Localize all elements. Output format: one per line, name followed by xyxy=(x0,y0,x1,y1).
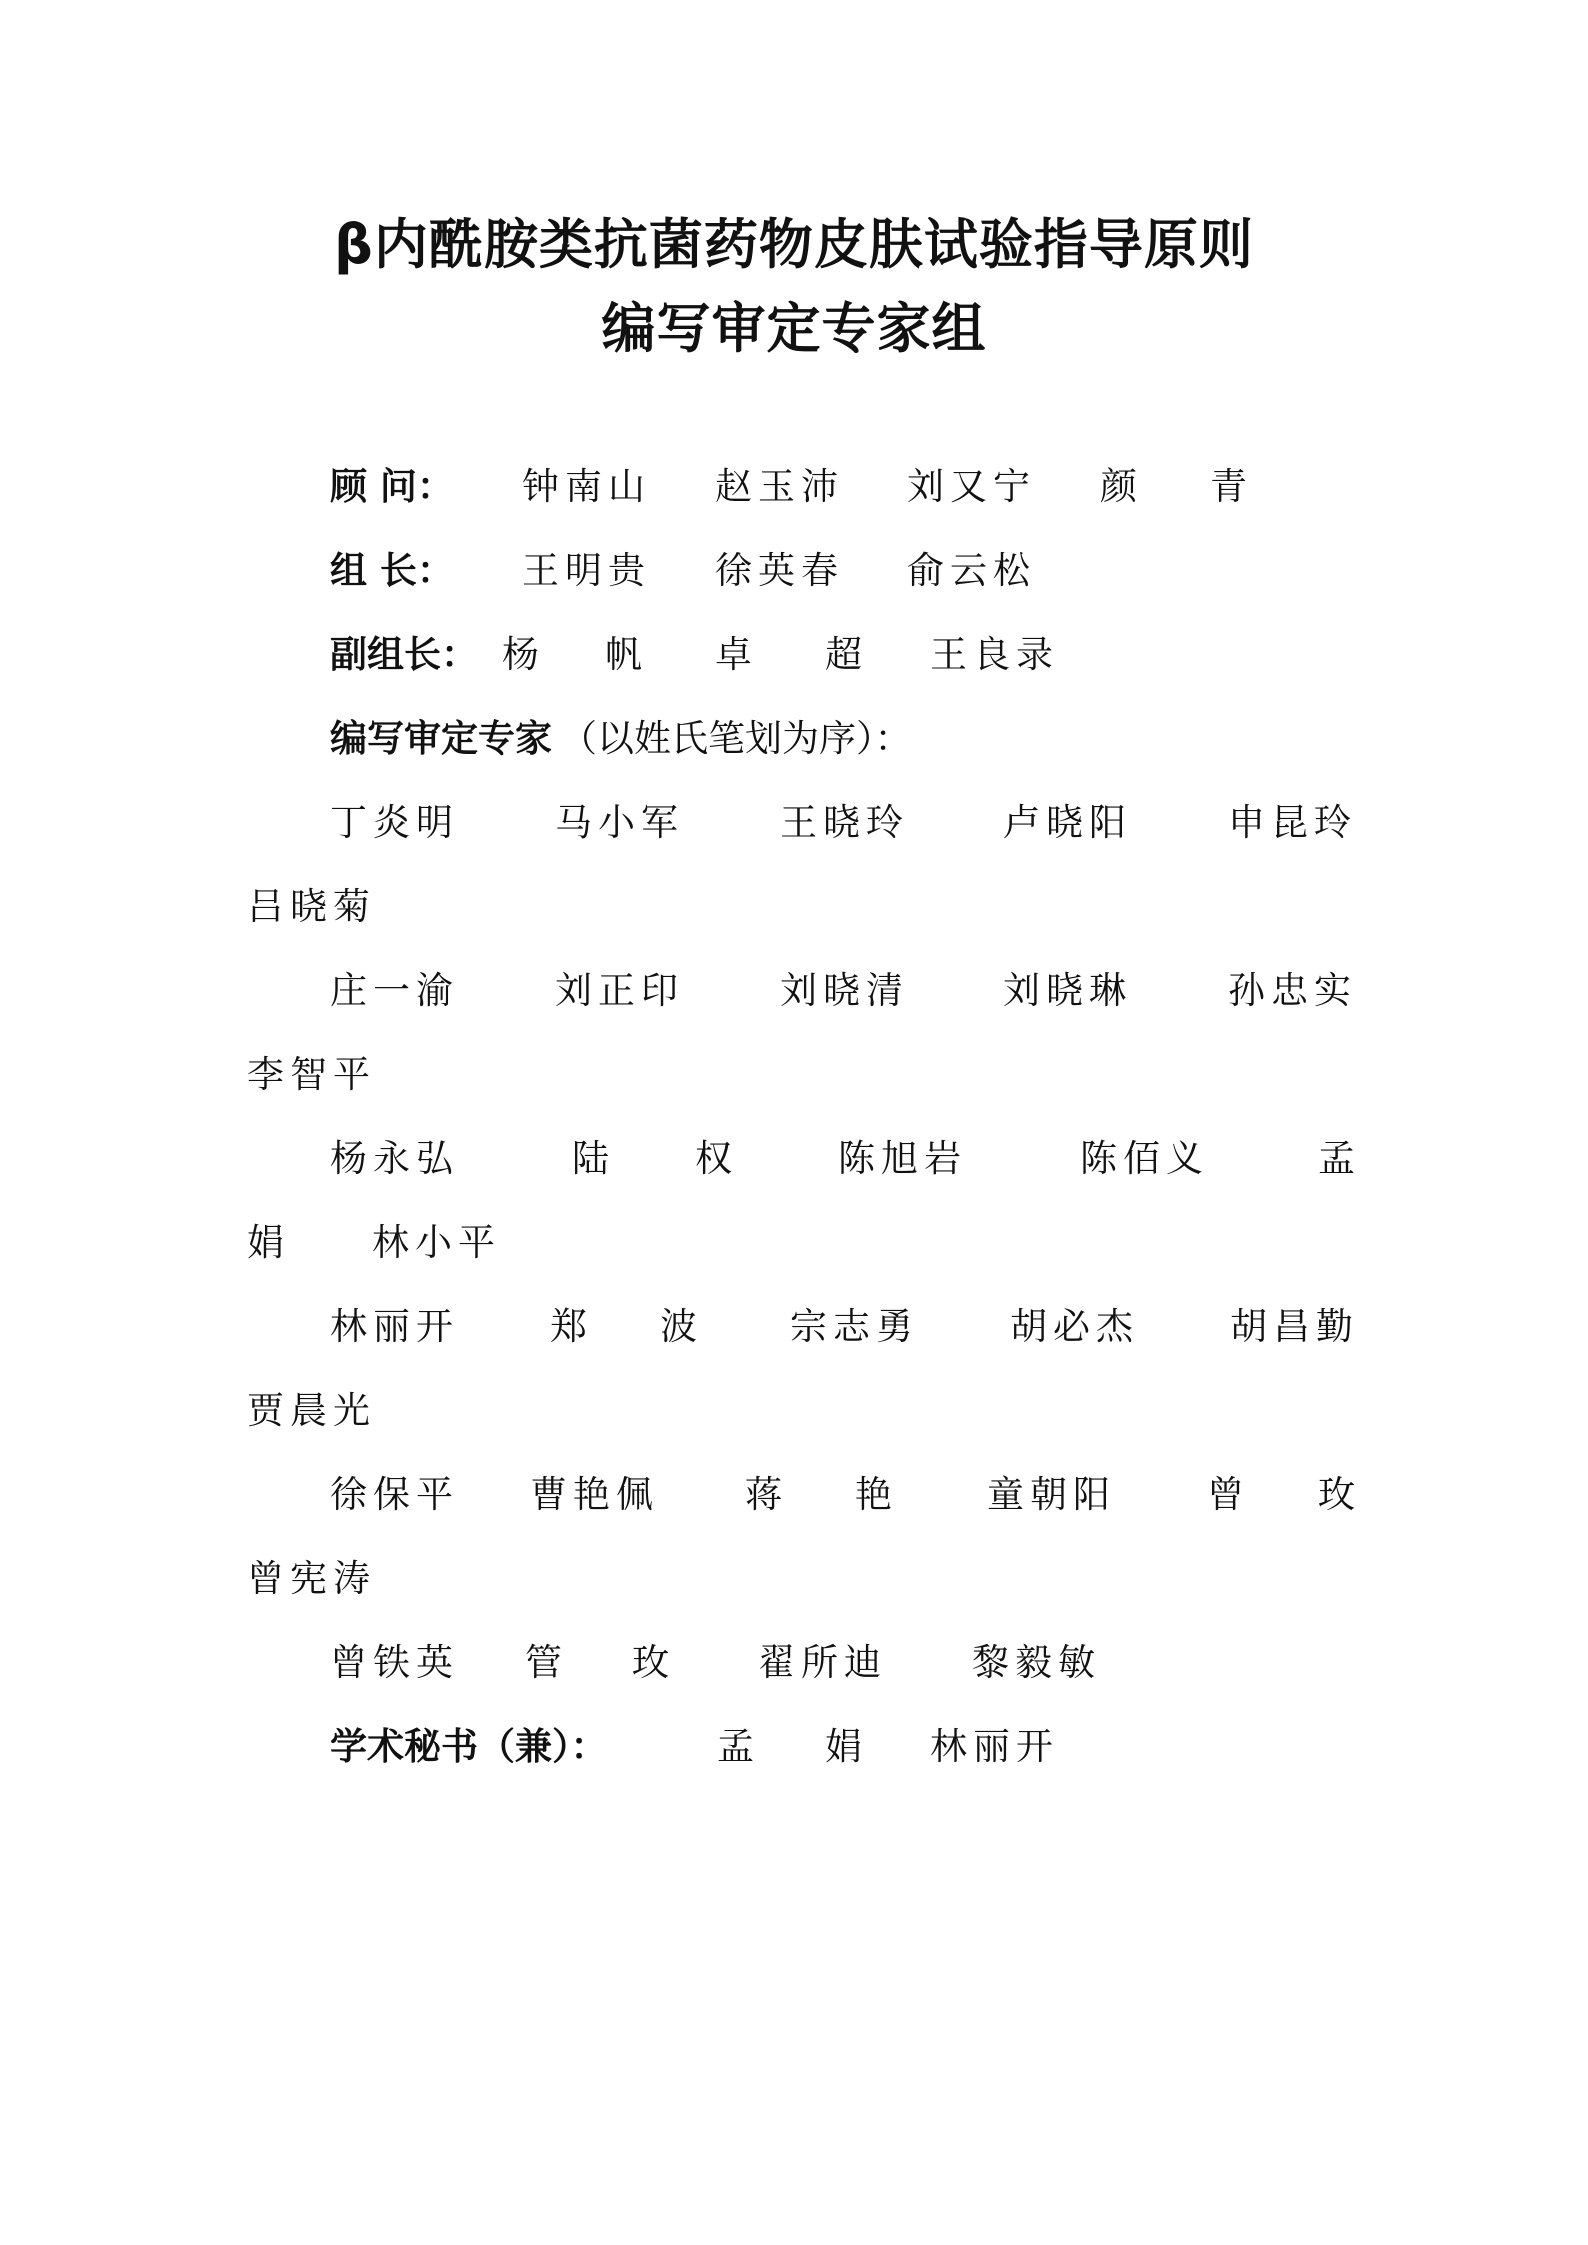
leader-name: 徐英春 xyxy=(715,549,844,592)
advisor-name: 刘又宁 xyxy=(907,465,1036,508)
expert-name: 贾晨光 xyxy=(247,1389,376,1432)
document-subtitle: 编写审定专家组 xyxy=(601,297,987,360)
deputy-name: 卓 xyxy=(715,633,758,676)
document-title: β内酰胺类抗菌药物皮肤试验指导原则 xyxy=(334,213,1254,276)
expert-name: 孙忠实 xyxy=(1228,969,1357,1012)
advisors-label: 顾 问： xyxy=(330,465,454,508)
deputy-name: 杨 xyxy=(502,633,545,676)
expert-name: 杨永弘 xyxy=(330,1137,459,1180)
secretary-name: 孟 xyxy=(717,1725,760,1768)
advisor-name: 青 xyxy=(1210,465,1253,508)
expert-name: 申昆玲 xyxy=(1228,801,1357,844)
leader-name: 俞云松 xyxy=(907,549,1036,592)
expert-name: 林丽开 xyxy=(330,1305,459,1348)
expert-name: 童朝阳 xyxy=(987,1473,1116,1516)
leader-name: 王明贵 xyxy=(522,549,651,592)
expert-name: 艳 xyxy=(855,1473,898,1516)
expert-name: 权 xyxy=(695,1137,738,1180)
expert-name: 陈旭岩 xyxy=(838,1137,967,1180)
expert-name: 刘晓琳 xyxy=(1003,969,1132,1012)
expert-name: 徐保平 xyxy=(330,1473,459,1516)
expert-name: 刘晓清 xyxy=(780,969,909,1012)
expert-name: 胡昌勤 xyxy=(1230,1305,1359,1348)
expert-name: 黎毅敏 xyxy=(972,1641,1101,1684)
expert-name: 陈佰义 xyxy=(1080,1137,1209,1180)
expert-name: 林小平 xyxy=(372,1221,501,1264)
expert-name: 李智平 xyxy=(247,1053,376,1096)
secretary-label: 学术秘书（兼）： xyxy=(330,1725,608,1768)
expert-name: 马小军 xyxy=(555,801,684,844)
expert-name: 娟 xyxy=(247,1221,290,1264)
expert-name: 丁炎明 xyxy=(330,801,459,844)
deputy-label: 副组长： xyxy=(330,633,478,676)
expert-name: 翟所迪 xyxy=(758,1641,887,1684)
experts-note: （以姓氏笔划为序）： xyxy=(560,717,912,760)
expert-name: 宗志勇 xyxy=(790,1305,919,1348)
expert-name: 卢晓阳 xyxy=(1003,801,1132,844)
expert-name: 王晓玲 xyxy=(780,801,909,844)
deputy-name: 王良录 xyxy=(930,633,1059,676)
advisor-name: 颜 xyxy=(1100,465,1143,508)
expert-name: 孟 xyxy=(1318,1137,1361,1180)
expert-name: 吕晓菊 xyxy=(247,885,376,928)
advisor-name: 钟南山 xyxy=(522,465,651,508)
expert-name: 波 xyxy=(660,1305,703,1348)
expert-name: 曾铁英 xyxy=(330,1641,459,1684)
deputy-name: 帆 xyxy=(605,633,648,676)
expert-name: 庄一渝 xyxy=(330,969,459,1012)
secretary-name: 林丽开 xyxy=(930,1725,1059,1768)
deputy-name: 超 xyxy=(825,633,868,676)
expert-name: 玫 xyxy=(1318,1473,1361,1516)
expert-name: 曾宪涛 xyxy=(247,1557,376,1600)
secretary-name: 娟 xyxy=(825,1725,868,1768)
expert-name: 曹艳佩 xyxy=(530,1473,659,1516)
experts-label: 编写审定专家 xyxy=(330,717,552,760)
expert-name: 蒋 xyxy=(745,1473,788,1516)
expert-name: 陆 xyxy=(572,1137,615,1180)
expert-name: 刘正印 xyxy=(555,969,684,1012)
leaders-label: 组 长： xyxy=(330,549,454,592)
expert-name: 胡必杰 xyxy=(1010,1305,1139,1348)
advisor-name: 赵玉沛 xyxy=(715,465,844,508)
expert-name: 郑 xyxy=(550,1305,593,1348)
expert-name: 玫 xyxy=(632,1641,675,1684)
expert-name: 管 xyxy=(525,1641,568,1684)
expert-name: 曾 xyxy=(1207,1473,1250,1516)
